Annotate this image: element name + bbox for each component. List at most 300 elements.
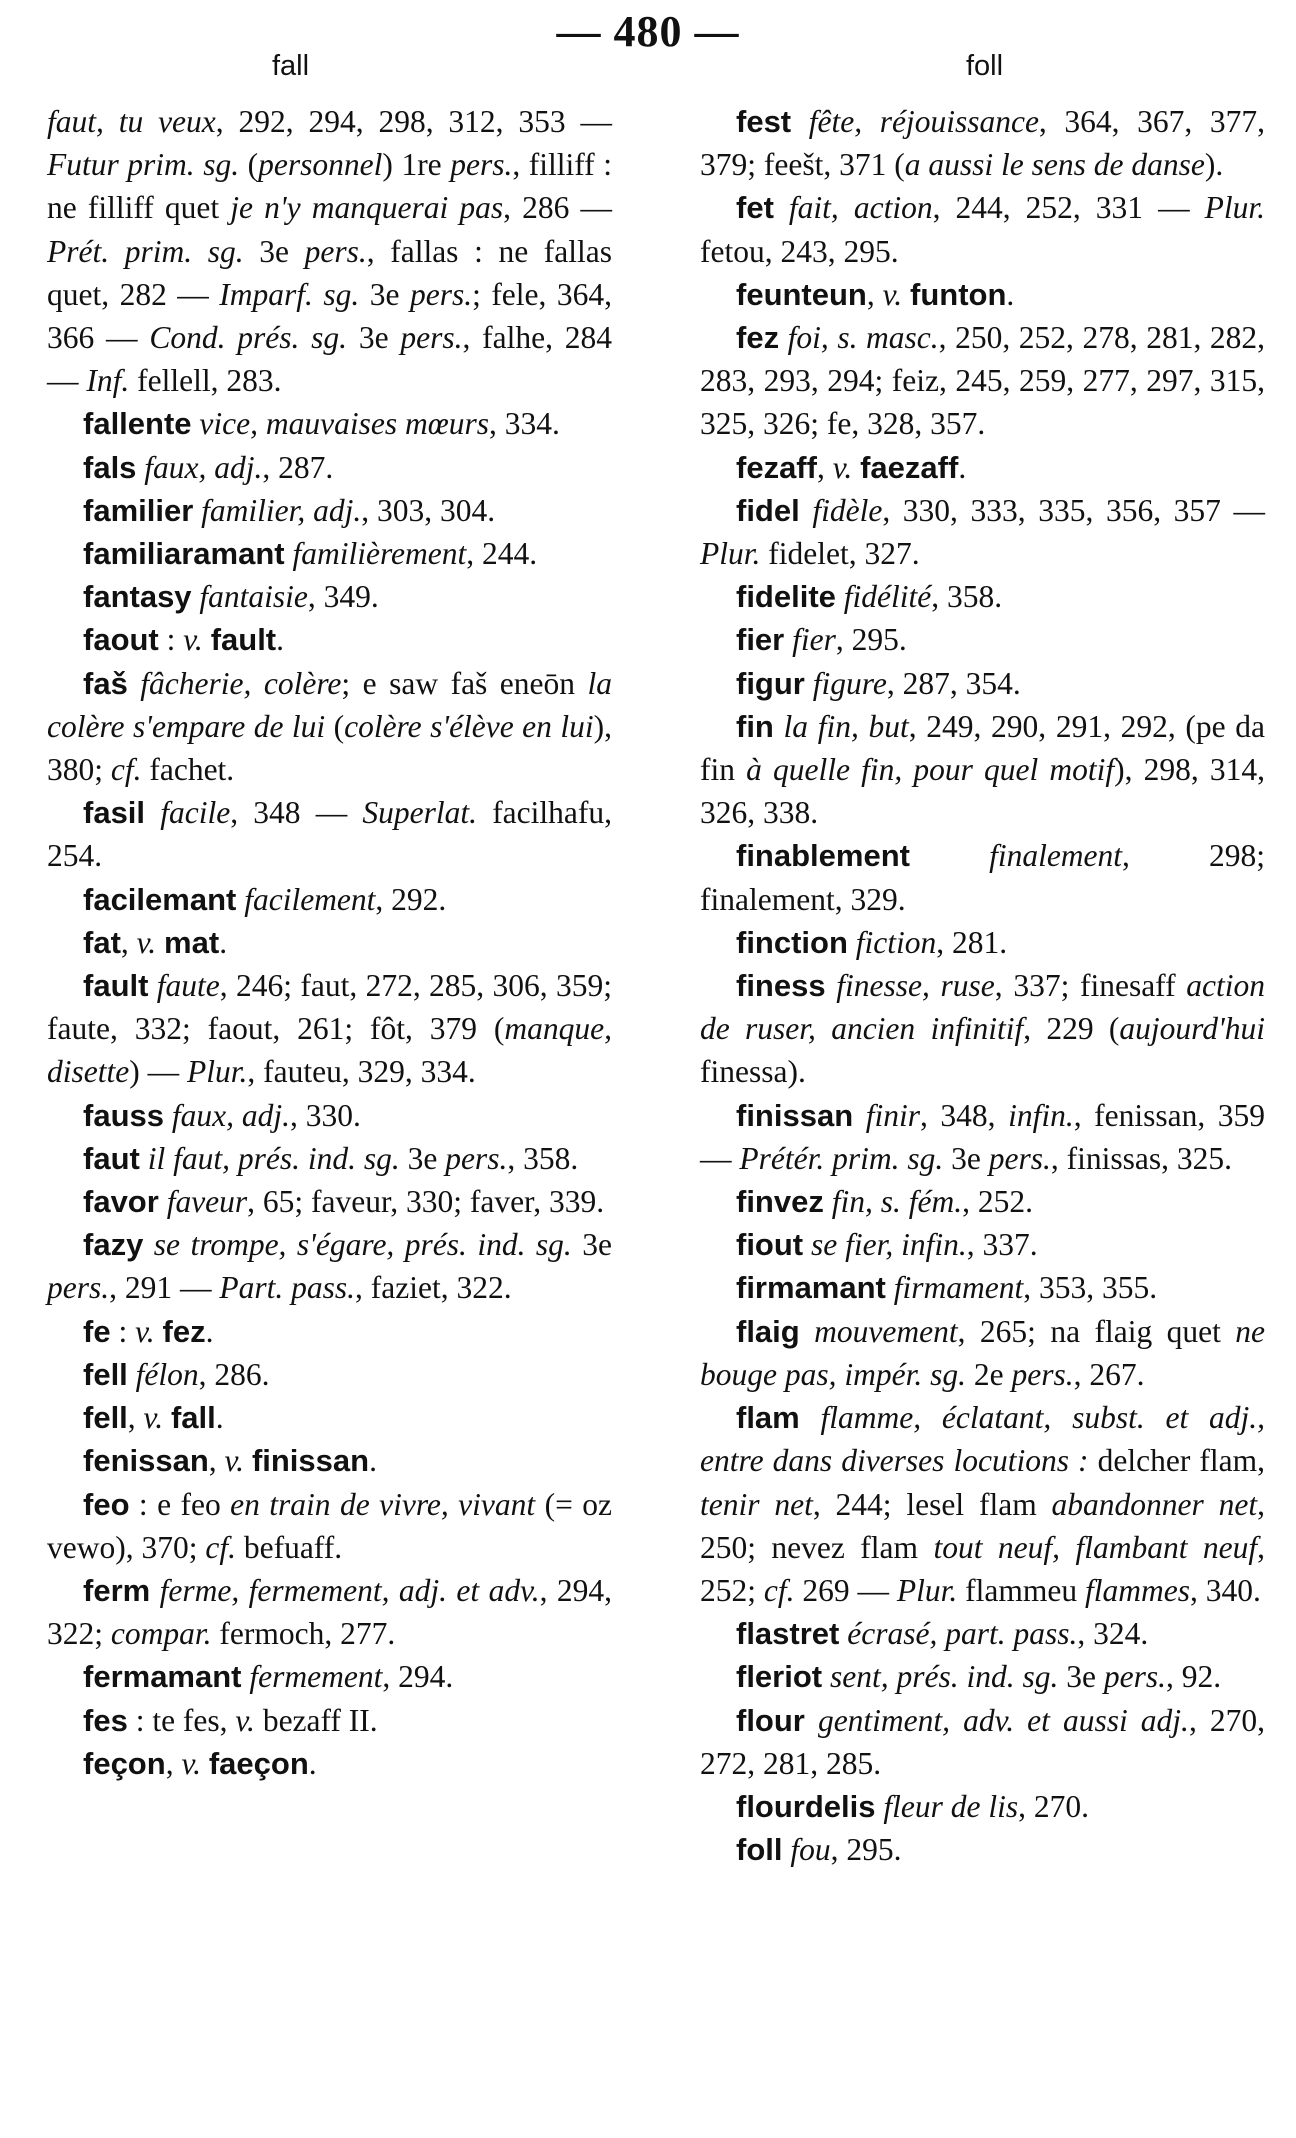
definition-text: fidélité (843, 579, 932, 615)
definition-text: cf. (205, 1529, 236, 1565)
headword: fe (83, 1313, 111, 1349)
definition-text: pers. (47, 1270, 110, 1306)
entry-text (164, 1098, 172, 1133)
dictionary-entry (700, 705, 1265, 835)
running-head-left: fall (272, 50, 310, 82)
headword: finablement (736, 838, 910, 874)
headword: finess (736, 968, 826, 1004)
entry-text: , 252; (700, 1529, 1265, 1608)
entry-text (203, 622, 211, 657)
entry-text (159, 1184, 167, 1219)
entry-text: ; e saw faš eneōn (341, 665, 588, 701)
definition-text: cf. (763, 1572, 795, 1608)
dictionary-entry (47, 1353, 612, 1396)
headword: finissan (736, 1097, 854, 1133)
entry-text: , 286. (198, 1356, 270, 1392)
dictionary-entry (700, 964, 1265, 1094)
dictionary-entry (700, 1612, 1265, 1655)
entry-text (244, 1443, 252, 1478)
definition-text: pers. (445, 1140, 508, 1176)
headword: feçon (83, 1745, 166, 1781)
entry-text: ), 298, 314, 326, 338. (700, 752, 1265, 831)
entry-text: , 250, 252, 278, 281, 282, 283, 293, 294; feiz, 245, 259, 277, 297, 315, 325, 326; fe, 328, 357. (700, 320, 1266, 442)
entry-text: befuaff. (235, 1529, 343, 1565)
entry-text: , 358. (507, 1140, 579, 1176)
entry-text (148, 968, 156, 1003)
entry-text: , 295. (830, 1832, 902, 1868)
entry-text: , 250; nevez flam (700, 1486, 1265, 1565)
entry-text: facilhafu, 254. (47, 795, 612, 874)
entry-text: , fallas : ne fallas quet, 282 — (47, 233, 613, 312)
definition-text: pers. (450, 147, 513, 183)
entry-text: , 294. (382, 1659, 454, 1695)
definition-text: facilement (244, 881, 376, 917)
left-column (47, 100, 612, 1785)
entry-text (155, 1314, 163, 1349)
headword: fazy (83, 1227, 144, 1263)
dictionary-entry (700, 186, 1265, 272)
dictionary-entry (700, 446, 1265, 489)
entry-text (193, 493, 201, 528)
headword: fals (83, 449, 137, 485)
entry-text: , finissas, 325. (1050, 1140, 1232, 1176)
entry-text (853, 1098, 866, 1133)
entry-text (774, 709, 784, 744)
entry-text: , 287, 354. (886, 665, 1021, 701)
entry-text: , 286 — (503, 190, 612, 226)
definition-text: action de ruser, ancien infinitif (700, 968, 1265, 1047)
entry-text: . (1006, 276, 1015, 312)
headword: finissan (251, 1443, 370, 1479)
entry-text: , 337. (966, 1227, 1038, 1263)
definition-text: pers. (409, 276, 473, 312)
entry-text: , 244, 252, 331 — (932, 190, 1205, 226)
definition-text: finir (865, 1097, 920, 1133)
definition-text: personnel (258, 147, 383, 183)
definition-text: v. (143, 1400, 164, 1436)
entry-text: flammeu (957, 1572, 1085, 1608)
entry-text: , fenissan, 359 — (700, 1097, 1266, 1176)
definition-text: se fier, infin. (811, 1227, 967, 1263)
definition-text: manque, disette (47, 1011, 612, 1090)
definition-text: pers. (988, 1140, 1051, 1176)
entry-text: fachet. (141, 752, 235, 788)
definition-text: fâcherie, colère (140, 665, 342, 701)
dictionary-entry (47, 402, 612, 445)
definition-text: tout neuf, flambant neuf (933, 1529, 1258, 1565)
entry-text (910, 838, 989, 873)
dictionary-entry (47, 100, 612, 402)
headword: fermamant (83, 1659, 242, 1695)
headword: flourdelis (736, 1788, 876, 1824)
definition-text: finesse, ruse (836, 968, 995, 1004)
definition-text: Prét. prim. sg. (47, 233, 244, 269)
definition-text: Imparf. sg. (219, 276, 360, 312)
headword: finction (736, 924, 848, 960)
entry-text: , 330, 333, 335, 356, 357 — (882, 492, 1266, 528)
headword: flam (736, 1400, 800, 1436)
dictionary-entry (47, 1094, 612, 1137)
entry-text: 3e (1058, 1659, 1104, 1695)
headword: fault (83, 968, 149, 1004)
headword: ferm (83, 1572, 151, 1608)
definition-text: écrasé, part. pass. (847, 1616, 1078, 1652)
entry-text: . (308, 1745, 317, 1781)
entry-text (805, 1703, 818, 1738)
headword: fasil (83, 795, 146, 831)
dictionary-entry (47, 791, 612, 877)
dictionary-entry (47, 1137, 612, 1180)
dictionary-entry (47, 532, 612, 575)
entry-text (143, 1227, 153, 1262)
entry-text: , 295. (835, 622, 907, 658)
headword: fez (162, 1313, 206, 1349)
entry-text: : e feo (129, 1486, 231, 1522)
entry-text (800, 1314, 814, 1349)
definition-text: v. (183, 622, 203, 658)
definition-text: foi, s. masc. (787, 320, 939, 356)
entry-text (824, 1184, 832, 1219)
dictionary-entry (47, 1180, 612, 1223)
entry-text (826, 968, 837, 1003)
entry-text: , 92. (1165, 1659, 1222, 1695)
dictionary-entry (47, 964, 612, 1094)
dictionary-entry (700, 1699, 1265, 1785)
dictionary-entry (700, 1396, 1265, 1612)
entry-text (128, 1357, 136, 1392)
definition-text: gentiment, adv. et aussi adj. (817, 1702, 1189, 1738)
entry-text (784, 622, 792, 657)
entry-text: , 364, 367, 377, 379; feešt, 371 ( (700, 104, 1265, 183)
entry-text: ( (239, 147, 259, 183)
dictionary-entry (47, 1742, 612, 1785)
headword: funton (910, 276, 1007, 312)
definition-text: v. (882, 276, 903, 312)
entry-text: , 246; faut, 272, 285, 306, 359; faute, 332; faout, 261; fôt, 379 ( (47, 968, 613, 1047)
definition-text: faveur (166, 1184, 248, 1220)
definition-text: v. (136, 924, 157, 960)
dictionary-entry (47, 1699, 612, 1742)
headword: fidelite (736, 579, 836, 615)
entry-text: delcher flam, (1088, 1443, 1265, 1479)
definition-text: aujourd'hui (1119, 1011, 1265, 1047)
headword: faout (83, 622, 159, 658)
entry-text (163, 1400, 171, 1435)
entry-text: , 65; faveur, 330; faver, 339. (247, 1184, 605, 1220)
dictionary-entry (47, 1223, 612, 1309)
definition-text: pers. (1011, 1356, 1074, 1392)
headword: fat (83, 924, 121, 960)
definition-text: fier (792, 622, 836, 658)
entry-text: (= oz vewo), 370; (47, 1486, 612, 1565)
definition-text: se trompe, s'égare, prés. ind. sg. (153, 1227, 572, 1263)
entry-text: , (208, 1443, 225, 1479)
entry-text (822, 1659, 830, 1694)
headword: familier (83, 492, 194, 528)
headword: fall (170, 1400, 216, 1436)
headword: favor (83, 1184, 159, 1220)
entry-text: , 244. (466, 536, 538, 572)
dictionary-entry (700, 1180, 1265, 1223)
definition-text: fleur de lis (883, 1788, 1019, 1824)
entry-text: . (205, 1313, 214, 1349)
headword: fezaff (736, 449, 817, 485)
headword: figur (736, 665, 805, 701)
definition-text: infin. (1008, 1097, 1074, 1133)
headword: fidel (736, 492, 800, 528)
entry-text: bezaff II. (254, 1702, 378, 1738)
definition-text: v. (224, 1443, 245, 1479)
dictionary-entry (700, 618, 1265, 661)
definition-text: Plur. (186, 1054, 248, 1090)
headword: fantasy (83, 579, 192, 615)
entry-text (145, 795, 160, 830)
entry-text: , faziet, 322. (355, 1270, 512, 1306)
dictionary-entry (47, 1439, 612, 1482)
headword: faeçon (208, 1745, 309, 1781)
definition-text: flamme, éclatant, subst. et adj., entre dans diverses locutions : (700, 1400, 1266, 1479)
definition-text: pers. (304, 233, 367, 269)
entry-text (791, 104, 809, 139)
entry-text (836, 579, 844, 614)
entry-text (886, 1270, 894, 1305)
entry-text: , 270. (1018, 1788, 1090, 1824)
definition-text: Cond. prés. sg. (149, 320, 348, 356)
headword: fault (210, 622, 277, 658)
dictionary-entry (700, 1785, 1265, 1828)
definition-text: v. (135, 1313, 155, 1349)
definition-text: la colère s'empare de lui (47, 665, 612, 744)
definition-text: Part. pass. (219, 1270, 356, 1306)
entry-text: 269 — (794, 1572, 897, 1608)
dictionary-entry (47, 618, 612, 661)
entry-text: ), 380; (47, 708, 612, 788)
dictionary-entry (47, 1396, 612, 1439)
entry-text: . (369, 1443, 377, 1479)
entry-text: . (215, 1400, 224, 1436)
entry-text (774, 190, 789, 225)
headword: fauss (83, 1097, 164, 1133)
definition-text: fidèle (812, 492, 883, 528)
definition-text: Plur. (1204, 190, 1265, 226)
entry-text: 3e (359, 276, 410, 312)
entry-text: , 348 — (230, 795, 363, 831)
definition-text: fait, action (788, 190, 933, 226)
entry-text: , 334. (488, 406, 560, 442)
entry-text (803, 1227, 811, 1262)
entry-text: , 252. (962, 1184, 1033, 1220)
definition-text: fin, s. fém. (831, 1184, 963, 1220)
dictionary-entry (700, 662, 1265, 705)
entry-text: , fauteu, 329, 334. (247, 1054, 476, 1090)
headword: facilemant (83, 881, 237, 917)
headword: fest (736, 104, 792, 139)
definition-text: compar. (110, 1616, 212, 1652)
definition-text: firmament (893, 1270, 1024, 1306)
definition-text: cf. (110, 752, 142, 788)
definition-text: je n'y manquerai pas (230, 190, 504, 226)
entry-text: , filliff : ne filliff quet (47, 147, 612, 226)
entry-text (852, 450, 860, 485)
entry-text: , 292, 294, 298, 312, 353 — (215, 104, 613, 139)
headword: fell (83, 1356, 128, 1392)
entry-text: . (276, 622, 284, 658)
entry-text: , 349. (307, 579, 379, 615)
entry-text: , 249, 290, 291, 292, (pe da fin (700, 708, 1265, 788)
dictionary-entry (700, 575, 1265, 618)
dictionary-entry (47, 662, 612, 792)
headword: foll (736, 1832, 783, 1868)
entry-text: , 292. (375, 881, 447, 917)
definition-text: ne bouge pas, impér. sg. (700, 1313, 1265, 1392)
dictionary-entry (700, 1223, 1265, 1266)
definition-text: familier, adj. (201, 492, 362, 528)
definition-text: Futur prim. sg. (47, 147, 240, 183)
dictionary-entry (700, 834, 1265, 920)
entry-text: 3e (943, 1140, 989, 1176)
definition-text: v. (181, 1745, 201, 1781)
entry-text: , 324. (1077, 1616, 1149, 1652)
headword: flour (736, 1702, 805, 1738)
entry-text: , (165, 1745, 182, 1781)
entry-text: , 267. (1073, 1356, 1145, 1392)
entry-text: , 340. (1189, 1572, 1261, 1608)
entry-text: , 330. (289, 1097, 361, 1133)
headword: flaig (736, 1313, 800, 1349)
dictionary-entry (700, 1310, 1265, 1396)
headword: fez (736, 320, 780, 356)
running-head-right: foll (966, 50, 1004, 82)
definition-text: Plur. (700, 536, 761, 572)
definition-text: fête, réjouissance (808, 104, 1039, 139)
definition-text: a aussi le sens de danse (904, 147, 1205, 183)
dictionary-entry (47, 878, 612, 921)
headword: flastret (736, 1616, 840, 1652)
entry-text (779, 320, 788, 355)
definition-text: fou (790, 1832, 831, 1868)
entry-text: . (219, 924, 228, 960)
entry-text: , 291 — (109, 1270, 220, 1306)
headword: firmamant (736, 1270, 886, 1306)
dictionary-entry (700, 273, 1265, 316)
entry-text: , 353, 355. (1023, 1270, 1158, 1306)
entry-text: , 298; finalement, 329. (700, 838, 1265, 917)
entry-text: , 294, 322; (47, 1572, 613, 1652)
headword: faezaff (860, 449, 959, 485)
entry-text (800, 493, 813, 528)
dictionary-entry (700, 1094, 1265, 1180)
entry-text (800, 1400, 821, 1435)
entry-text: , 358. (931, 579, 1003, 615)
headword: faš (83, 665, 128, 701)
headword: faut (83, 1140, 140, 1176)
entry-text: ) 1re (382, 147, 451, 183)
headword: fleriot (736, 1659, 823, 1695)
dictionary-entry (700, 316, 1265, 446)
page-number: — 480 — (556, 7, 740, 56)
headword: feunteun (736, 276, 867, 312)
headword: familiaramant (83, 536, 285, 572)
entry-text: 3e (399, 1140, 446, 1176)
entry-text: fellell, 283. (129, 363, 282, 399)
entry-text (201, 1746, 209, 1781)
definition-text: tenir net (700, 1486, 813, 1522)
definition-text: pers. (1103, 1659, 1166, 1695)
entry-text: , 244; lesel flam (812, 1486, 1052, 1522)
dictionary-entry (700, 1828, 1265, 1871)
dictionary-entry (700, 100, 1265, 186)
dictionary-entry (700, 1266, 1265, 1309)
entry-text (140, 1141, 148, 1176)
definition-text: fiction (855, 924, 937, 960)
entry-text: fermoch, 277. (211, 1616, 396, 1652)
entry-text: ( (325, 708, 345, 744)
definition-text: ferme, fermement, adj. et adv. (159, 1572, 540, 1608)
definition-text: à quelle fin, pour quel motif (746, 752, 1115, 788)
entry-text: , 265; na flaig quet (957, 1313, 1236, 1349)
entry-text: ) — (129, 1054, 187, 1090)
definition-text: Prétér. prim. sg. (739, 1140, 944, 1176)
entry-text (150, 1573, 159, 1608)
dictionary-entry (47, 1569, 612, 1655)
definition-text: Plur. (896, 1572, 958, 1608)
dictionary-entry (47, 446, 612, 489)
definition-text: abandonner net (1051, 1486, 1258, 1522)
entry-text: fetou, 243, 295. (700, 233, 899, 269)
headword: mat (164, 924, 220, 960)
entry-text: 2e (966, 1356, 1012, 1392)
entry-text: , falhe, 284 — (47, 320, 613, 399)
entry-text: , 281. (936, 924, 1008, 960)
entry-text: , 229 ( (1023, 1011, 1120, 1047)
right-column (700, 100, 1265, 1871)
entry-text (128, 666, 140, 701)
dictionary-entry (47, 489, 612, 532)
entry-text: , 287. (262, 449, 334, 485)
entry-text (156, 925, 164, 960)
headword: fallente (83, 406, 192, 442)
dictionary-entry (47, 1310, 612, 1353)
entry-text: finessa). (700, 1054, 806, 1090)
dictionary-entry (47, 921, 612, 964)
headword: fenissan (83, 1443, 209, 1479)
entry-text: , 348, (919, 1097, 1009, 1133)
headword: fiout (736, 1227, 804, 1263)
definition-text: fermement (249, 1659, 383, 1695)
headword: fet (736, 190, 774, 226)
definition-text: v. (235, 1702, 255, 1738)
definition-text: la fin, but (783, 708, 909, 744)
definition-text: figure (812, 665, 887, 701)
entry-text (805, 666, 813, 701)
definition-text: faux, adj. (144, 449, 263, 485)
dictionary-entry (700, 1655, 1265, 1698)
definition-text: Inf. (86, 363, 130, 399)
headword: fier (736, 622, 785, 658)
entry-text: 3e (243, 233, 305, 269)
entry-text (902, 277, 910, 312)
definition-text: finalement (989, 838, 1123, 874)
definition-text: il faut, prés. ind. sg. (147, 1140, 400, 1176)
dictionary-entry (700, 489, 1265, 575)
entry-text: : (158, 622, 184, 658)
definition-text: facile (160, 795, 231, 831)
definition-text: colère s'élève en lui (344, 708, 594, 744)
entry-text: ). (1204, 147, 1224, 183)
entry-text: : te fes, (127, 1702, 236, 1738)
entry-text: ; fele, 364, 366 — (47, 276, 612, 356)
entry-text: , 337; finesaff (994, 968, 1187, 1004)
